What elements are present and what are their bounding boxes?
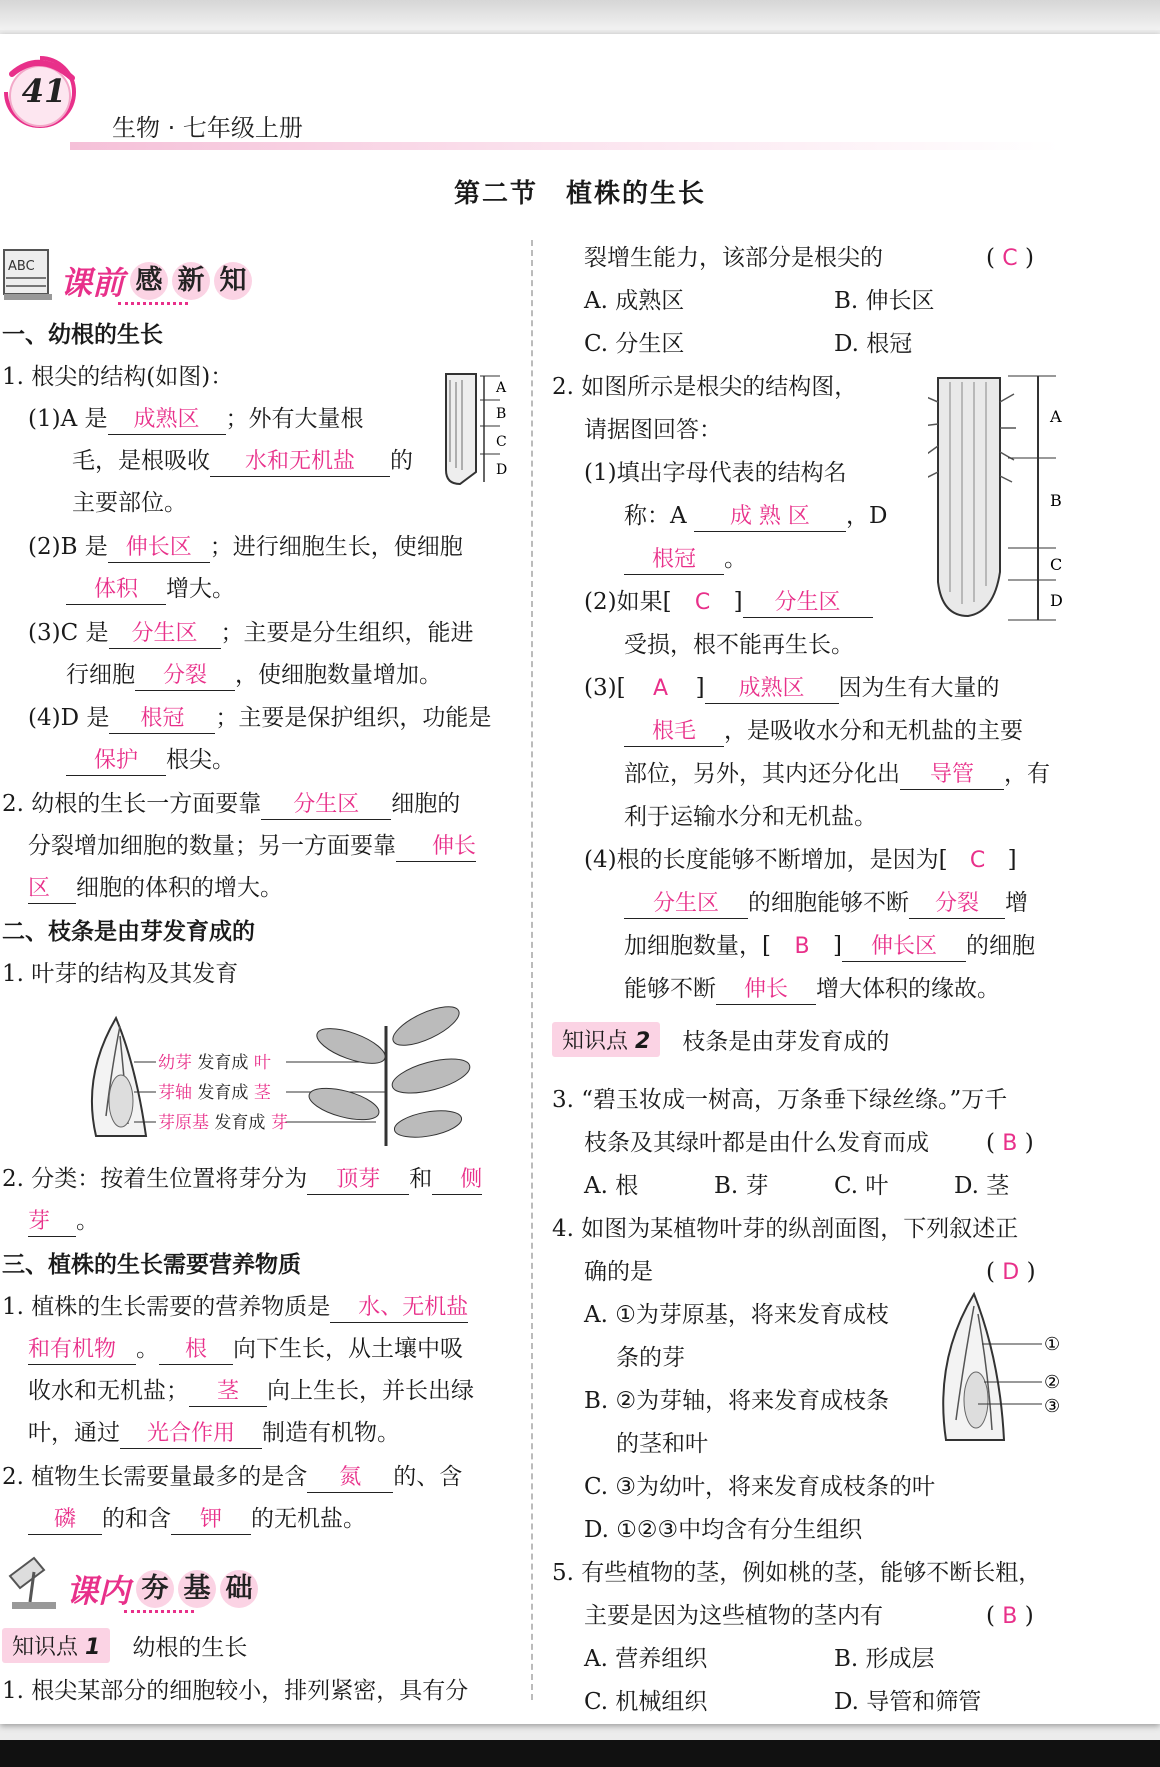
answer: 根冠 <box>624 546 724 575</box>
bud-label: 芽原基 <box>158 1113 209 1133</box>
text: 叶，通过 <box>28 1420 120 1446</box>
paren: ( <box>986 1603 995 1629</box>
abc-book-icon <box>2 244 56 304</box>
answer-letter: C <box>694 590 711 615</box>
text: 增大体积的缘故。 <box>816 976 1000 1002</box>
kp-title: 幼根的生长 <box>132 1635 248 1661</box>
r-question-2-4-line4 <box>624 974 1000 1005</box>
answer: 钾 <box>171 1506 251 1535</box>
answer: 侧 <box>432 1166 482 1195</box>
text: ；主要是保护组织，功能是 <box>215 705 492 731</box>
text: ，D <box>845 503 888 529</box>
paren: ( <box>986 1130 995 1156</box>
answer-choice: B <box>1002 1131 1018 1156</box>
question-5-line2 <box>28 1334 463 1365</box>
text: (3)C 是 <box>28 620 109 646</box>
leaf-bud-section-figure <box>938 1290 1064 1448</box>
kp-tag-text: 知识点 <box>562 1029 629 1054</box>
banner-dots <box>118 302 188 305</box>
answer: 保护 <box>66 747 166 776</box>
banner-pre-class-char: 感 <box>130 262 168 300</box>
text: ，使细胞数量增加。 <box>235 662 442 688</box>
r3-option-c: C. 叶 <box>834 1173 889 1199</box>
knowledge-point-2 <box>552 1022 889 1057</box>
text: 称：A <box>624 503 687 529</box>
answer: 体积 <box>66 576 166 605</box>
text: 1. 植株的生长需要的营养物质是 <box>2 1294 331 1320</box>
bud-row-3 <box>158 1108 288 1138</box>
r4-answer <box>986 1257 1058 1288</box>
r-question-2-3 <box>584 673 1000 704</box>
text: 向上生长，并长出绿 <box>267 1378 474 1404</box>
answer: 氮 <box>307 1464 393 1493</box>
answer: 磷 <box>28 1506 102 1535</box>
answer-choice: B <box>1002 1604 1018 1629</box>
paren: ( <box>986 1259 995 1285</box>
option-a: A. 成熟区 <box>584 288 685 314</box>
banner-in-class-char: 础 <box>220 1570 258 1608</box>
text: 2. 幼根的生长一方面要靠 <box>2 791 262 817</box>
r5-option-c: C. 机械组织 <box>584 1689 708 1715</box>
r4-option-c: C. ③为幼叶，将来发育成枝条的叶 <box>584 1474 936 1500</box>
column-divider <box>531 240 533 1700</box>
text: 2. 植物生长需要量最多的是含 <box>2 1464 308 1490</box>
text: ，是吸收水分和无机盐的主要 <box>724 718 1023 744</box>
answer: 伸长区 <box>842 933 966 962</box>
r-question-5-line2: 主要是因为这些植物的茎内有 <box>584 1603 883 1629</box>
r4-option-a-line2: 条的芽 <box>616 1345 685 1371</box>
answer: 顶芽 <box>307 1166 409 1195</box>
r-question-2-4 <box>584 845 1017 876</box>
text: 向下生长，从土壤中吸 <box>233 1336 463 1362</box>
r3-option-b: B. 芽 <box>714 1173 769 1199</box>
text: 细胞的 <box>391 791 461 817</box>
root-label-b: B <box>496 406 507 422</box>
paren: ) <box>1024 245 1034 271</box>
bud-label: 芽轴 <box>158 1083 192 1103</box>
question-1-1-line3: 主要部位。 <box>72 490 187 516</box>
answer: 根毛 <box>624 718 724 747</box>
banner-pre-class-char: 新 <box>172 262 210 300</box>
text: 能够不断 <box>624 976 716 1002</box>
knowledge-point-1 <box>2 1628 247 1663</box>
answer: 光合作用 <box>120 1420 262 1449</box>
root-label-d: D <box>1050 591 1063 610</box>
heading-young-root: 一、幼根的生长 <box>2 322 163 348</box>
text: 2. 分类：按着生位置将芽分为 <box>2 1166 308 1192</box>
svg-text:ABC: ABC <box>8 259 35 274</box>
heading-nutrients: 三、植株的生长需要营养物质 <box>2 1252 301 1278</box>
question-1-4-line2 <box>66 745 235 776</box>
bud-text: 发育成 <box>214 1113 266 1133</box>
paren: ) <box>1026 1259 1036 1285</box>
question-1-4 <box>28 703 491 734</box>
r-question-2-1-line3 <box>624 544 747 575</box>
kp-tag <box>2 1628 110 1663</box>
text: 行细胞 <box>66 662 135 688</box>
answer-choice: D <box>1002 1260 1020 1285</box>
text: (1)A 是 <box>28 406 108 432</box>
paren: ) <box>1024 1603 1034 1629</box>
r-question-3: 3. “碧玉妆成一树高，万条垂下绿丝绦。”万千 <box>552 1087 1008 1113</box>
text: ；进行细胞生长，使细胞 <box>209 534 463 560</box>
question-2-line3 <box>28 873 283 904</box>
question-5-line3 <box>28 1376 474 1407</box>
r-question-2-line2: 请据图回答： <box>584 417 722 443</box>
text: ；主要是分生组织，能进 <box>220 620 474 646</box>
text: 和 <box>409 1166 433 1192</box>
text: 制造有机物。 <box>262 1420 400 1446</box>
r4-option-d: D. ①②③中均含有分生组织 <box>584 1517 863 1543</box>
answer: 水和无机盐 <box>210 448 390 477</box>
r4-option-b-line2: 的茎和叶 <box>616 1431 708 1457</box>
text: (4)根的长度能够不断增加，是因为[ <box>584 847 948 873</box>
r3-option-d: D. 茎 <box>954 1173 1010 1199</box>
text: (2)B 是 <box>28 534 108 560</box>
paren: ) <box>1024 1130 1034 1156</box>
question-1-2-line2 <box>66 574 235 605</box>
answer: 根 <box>159 1336 233 1365</box>
answer: 成熟区 <box>705 675 839 704</box>
banner-dots <box>124 1610 194 1613</box>
answer: 根冠 <box>109 705 215 734</box>
answer: 成 熟 区 <box>694 503 846 532</box>
answer-letter: A <box>653 676 669 701</box>
r5-option-b: B. 形成层 <box>834 1646 935 1672</box>
answer-letter: C <box>969 848 986 873</box>
option-d: D. 根冠 <box>834 331 913 357</box>
bud-label-3: ③ <box>1044 1396 1061 1417</box>
question-4-line2 <box>28 1206 99 1237</box>
bud-label-1: ① <box>1044 1334 1061 1355</box>
kp-title: 枝条是由芽发育成的 <box>682 1029 890 1055</box>
banner-in-class-label: 课内 <box>66 1572 131 1610</box>
answer: 和有机物 <box>28 1336 136 1365</box>
root-label-d: D <box>496 462 508 478</box>
answer-choice: C <box>1002 246 1018 271</box>
answer: 分生区 <box>624 890 748 919</box>
bud-label: 叶 <box>253 1053 271 1073</box>
text: ] <box>832 933 842 959</box>
r5-option-a: A. 营养组织 <box>584 1646 708 1672</box>
text: 的 <box>390 448 413 474</box>
text: 增 <box>1005 890 1028 916</box>
r-question-2-1-line2 <box>624 501 887 532</box>
text: 根尖。 <box>166 747 235 773</box>
answer: 分生区 <box>743 589 873 618</box>
answer: 分生区 <box>261 791 391 820</box>
answer: 导管 <box>900 761 1004 790</box>
text: ；外有大量根 <box>225 406 364 432</box>
option-b: B. 伸长区 <box>834 288 935 314</box>
text: ] <box>1007 847 1017 873</box>
answer: 芽 <box>28 1208 76 1237</box>
text: ] <box>695 675 705 701</box>
root-label-c: C <box>496 434 507 450</box>
r3-option-a: A. 根 <box>584 1173 639 1199</box>
question-1-1-line2 <box>72 446 413 477</box>
viewer-top-bar <box>0 0 1160 30</box>
text: 。 <box>724 546 747 572</box>
kp-num: 1 <box>85 1635 101 1660</box>
page-number: 41 <box>21 72 67 110</box>
r-question-4: 4. 如图为某植物叶芽的纵剖面图，下列叙述正 <box>552 1216 1019 1242</box>
r-question-2-2-line2: 受损，根不能再生长。 <box>624 632 854 658</box>
text: 因为生有大量的 <box>838 675 1000 701</box>
root-label-a: A <box>1050 407 1062 426</box>
question-6-line2 <box>28 1504 366 1535</box>
question-3: 1. 叶芽的结构及其发育 <box>2 961 239 987</box>
question-5-line4 <box>28 1418 400 1449</box>
text: 细胞的体积的增大。 <box>76 875 283 901</box>
r-question-2-4-line2 <box>624 888 1028 919</box>
viewer-bottom-bar <box>0 1740 1160 1767</box>
r3-answer <box>986 1128 1058 1159</box>
root-tip-figure-small <box>440 370 512 488</box>
r-question-2: 2. 如图所示是根尖的结构图， <box>552 374 858 400</box>
bud-label-2: ② <box>1044 1372 1061 1393</box>
book-title: 生物 · 七年级上册 <box>112 114 303 142</box>
question-7: 1. 根尖某部分的细胞较小，排列紧密，具有分 <box>2 1678 469 1704</box>
text: 的细胞 <box>965 933 1035 959</box>
text: 毛，是根吸收 <box>72 448 210 474</box>
r-question-2-1: (1)填出字母代表的结构名 <box>584 460 847 486</box>
r-question-2-4-line3 <box>624 931 1035 962</box>
question-4 <box>2 1164 482 1195</box>
answer: 分裂 <box>909 890 1005 919</box>
text: 。 <box>76 1208 99 1234</box>
section-title: 第二节 植株的生长 <box>453 179 706 209</box>
r5-option-d: D. 导管和筛管 <box>834 1689 982 1715</box>
text: 部位，另外，其内还分化出 <box>624 761 900 787</box>
heading-branch-from-bud: 二、枝条是由芽发育成的 <box>2 919 255 945</box>
root-label-a: A <box>496 380 507 396</box>
text: ，有 <box>1004 761 1050 787</box>
text: 的无机盐。 <box>251 1506 366 1532</box>
r-question-5: 5. 有些植物的茎，例如桃的茎，能够不断长粗， <box>552 1560 1042 1586</box>
bud-label: 幼芽 <box>158 1053 192 1073</box>
text: 加细胞数量，[ <box>624 933 771 959</box>
question-2-line2 <box>28 831 476 862</box>
lamp-icon <box>4 1550 62 1612</box>
text: 的和含 <box>102 1506 171 1532</box>
text: (3)[ <box>584 675 626 701</box>
text: 的细胞能够不断 <box>748 890 909 916</box>
text: 增大。 <box>166 576 235 602</box>
question-1-3 <box>28 618 474 649</box>
answer: 成熟区 <box>108 406 226 435</box>
answer: 水、无机盐 <box>330 1294 468 1323</box>
r-question-4-line2: 确的是 <box>584 1259 653 1285</box>
r-question-1-line2: 裂增生能力，该部分是根尖的 <box>584 245 883 271</box>
kp-tag-text: 知识点 <box>12 1635 79 1660</box>
text: ] <box>733 589 743 615</box>
r-question-2-2 <box>584 587 873 618</box>
answer: 茎 <box>189 1378 267 1407</box>
text: (2)如果[ <box>584 589 672 615</box>
banner-in-class <box>66 1566 262 1612</box>
bud-label: 芽 <box>270 1113 288 1133</box>
question-6 <box>2 1462 462 1493</box>
text: 收水和无机盐； <box>28 1378 189 1404</box>
question-1-3-line2 <box>66 660 442 691</box>
option-c: C. 分生区 <box>584 331 685 357</box>
r5-answer <box>986 1601 1058 1632</box>
answer: 区 <box>28 875 76 904</box>
banner-in-class-char: 基 <box>178 1570 216 1608</box>
banner-pre-class <box>60 258 256 304</box>
bud-row-1 <box>158 1048 271 1078</box>
answer: 伸长 <box>716 976 816 1005</box>
root-label-b: B <box>1050 491 1062 510</box>
answer: 伸长区 <box>108 534 210 563</box>
question-1: 1. 根尖的结构(如图)： <box>2 364 234 390</box>
banner-pre-class-label: 课前 <box>60 264 125 302</box>
bud-text: 发育成 <box>197 1053 249 1073</box>
bud-row-2 <box>158 1078 271 1108</box>
bud-text: 发育成 <box>197 1083 249 1103</box>
r1-answer <box>986 243 1058 274</box>
question-1-2 <box>28 532 463 563</box>
answer: 伸长 <box>396 833 476 862</box>
banner-in-class-char: 夯 <box>136 1570 174 1608</box>
question-5 <box>2 1292 468 1323</box>
r-question-2-3-line4: 利于运输水分和无机盐。 <box>624 804 877 830</box>
banner-pre-class-char: 知 <box>214 262 252 300</box>
question-1-1 <box>28 404 364 435</box>
bud-label: 茎 <box>253 1083 271 1103</box>
root-tip-figure-large <box>928 372 1068 624</box>
r4-option-a: A. ①为芽原基，将来发育成枝 <box>584 1302 889 1328</box>
r-question-3-line2: 枝条及其绿叶都是由什么发育而成 <box>584 1130 929 1156</box>
root-label-c: C <box>1050 555 1063 574</box>
text: 分裂增加细胞的数量；另一方面要靠 <box>28 833 396 859</box>
answer: 分裂 <box>135 662 235 691</box>
question-2 <box>2 789 460 820</box>
header-line <box>70 142 1060 150</box>
paren: ( <box>986 245 995 271</box>
r-question-2-3-line3 <box>624 759 1050 790</box>
r4-option-b: B. ②为芽轴，将来发育成枝条 <box>584 1388 890 1414</box>
answer-letter: B <box>794 934 810 959</box>
kp-num: 2 <box>635 1029 651 1054</box>
answer: 分生区 <box>109 620 221 649</box>
text: (4)D 是 <box>28 705 110 731</box>
kp-tag <box>552 1022 660 1057</box>
r-question-2-3-line2 <box>624 716 1023 747</box>
text: 。 <box>136 1336 159 1362</box>
text: 的、含 <box>393 1464 463 1490</box>
